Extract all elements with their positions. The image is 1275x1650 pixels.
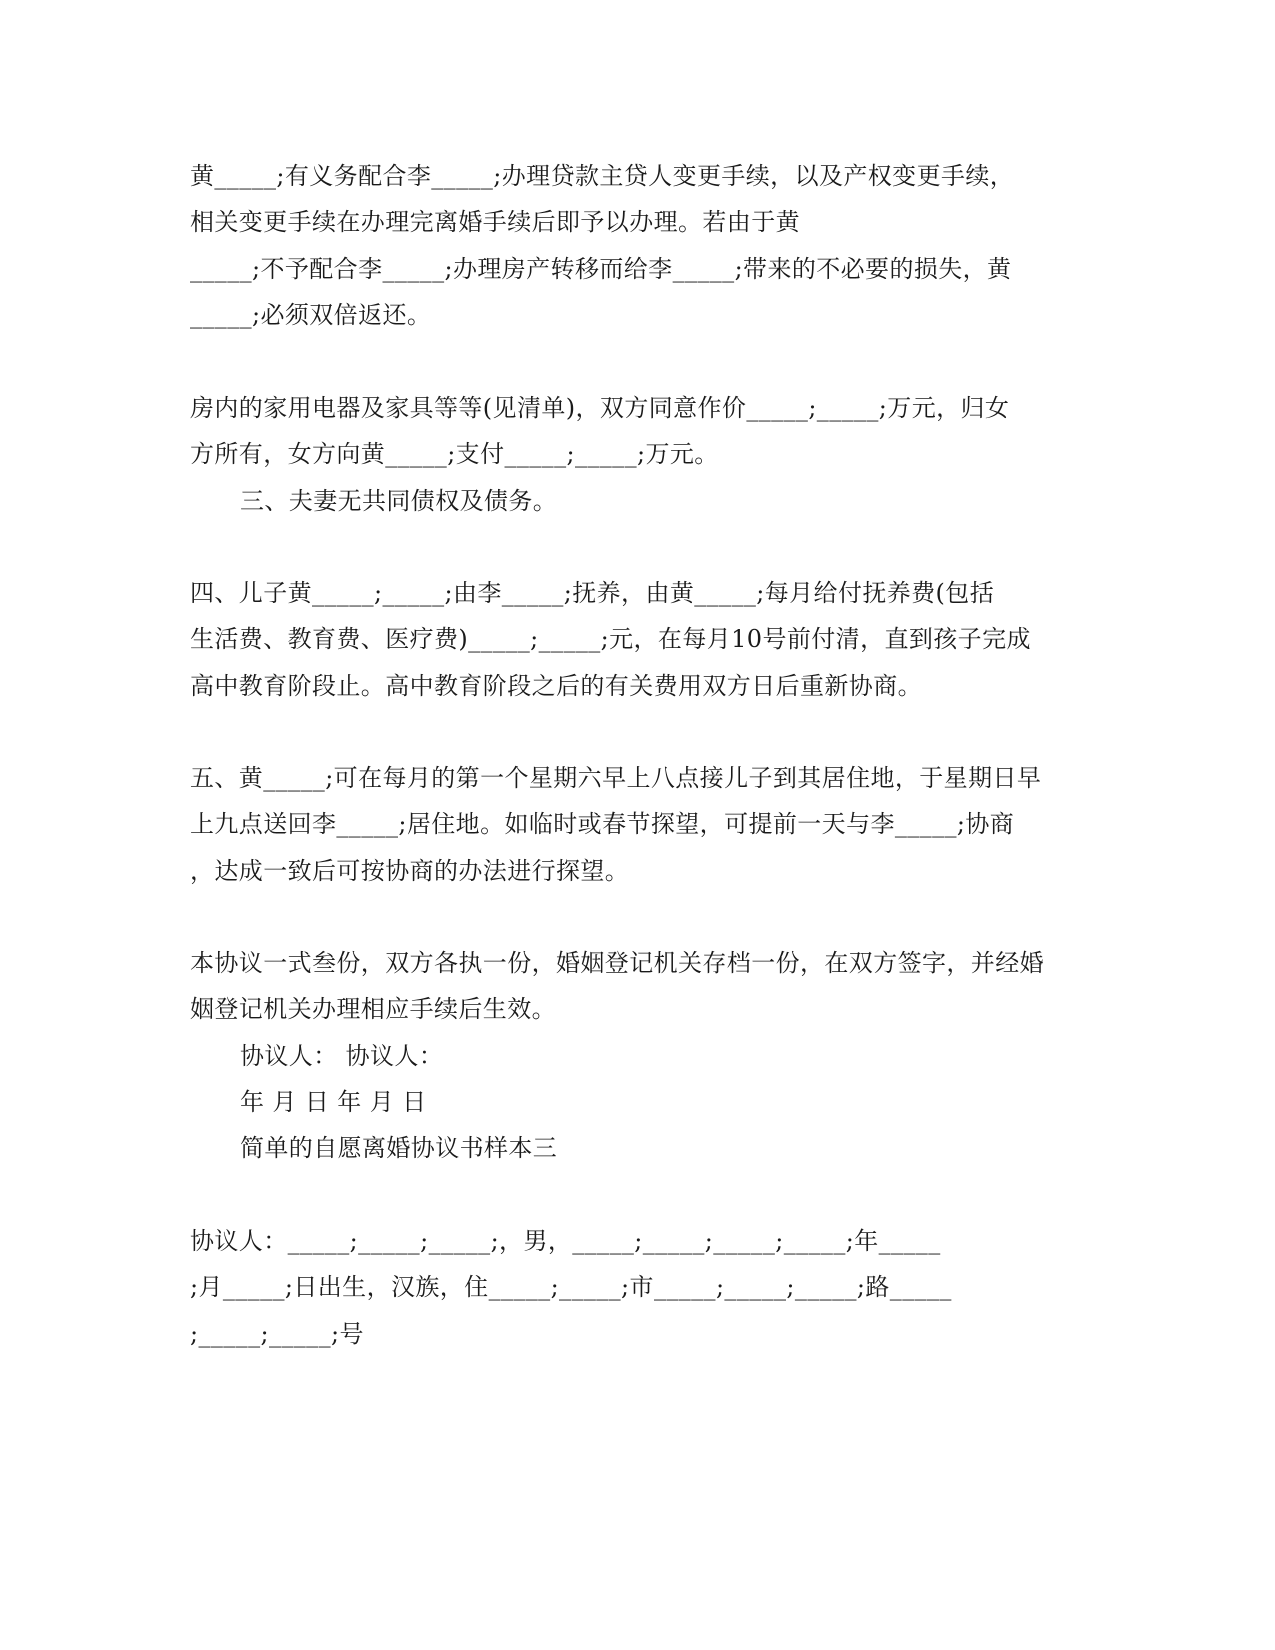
signature-label-line: 协议人： 协议人： [240,1042,444,1070]
paragraph-line: 四、儿子黄_____;_____;由李_____;抚养，由黄_____;每月给付抚养费(包括 [190,579,995,607]
paragraph-line: 方所有，女方向黄_____;支付_____;_____;万元。 [190,440,719,468]
section-title: 简单的自愿离婚协议书样本三 [240,1134,558,1162]
paragraph-line: 生活费、教育费、医疗费)_____;_____;元，在每月10号前付清，直到孩子完成 [190,625,1031,653]
paragraph-line: 上九点送回李_____;居住地。如临时或春节探望，可提前一天与李_____;协商 [190,810,1015,838]
paragraph-line: ，达成一致后可按协商的办法进行探望。 [190,857,630,885]
paragraph-line: 协议人：_____;_____;_____;，男，_____;_____;_____;_____;年_____ [190,1227,941,1255]
paragraph-line: _____;不予配合李_____;办理房产转移而给李_____;带来的不必要的损失，黄 [190,255,1012,283]
paragraph-line: ;_____;_____;号 [190,1320,364,1348]
paragraph-line: 高中教育阶段止。高中教育阶段之后的有关费用双方日后重新协商。 [190,672,922,700]
paragraph-line: _____;必须双倍返还。 [190,301,432,329]
paragraph-line: 房内的家用电器及家具等等(见清单)，双方同意作价_____;_____;万元，归女 [190,394,1010,422]
paragraph-line: 姻登记机关办理相应手续后生效。 [190,995,556,1023]
paragraph-line: 相关变更手续在办理完离婚手续后即予以办理。若由于黄 [190,208,800,236]
paragraph-line: ;月_____;日出生，汉族，住_____;_____;市_____;_____;_____;路_____ [190,1273,952,1301]
paragraph-line: 黄_____;有义务配合李_____;办理贷款主贷人变更手续，以及产权变更手续， [190,162,1015,190]
paragraph-line: 五、黄_____;可在每月的第一个星期六早上八点接儿子到其居住地，于星期日早 [190,764,1042,792]
section-heading: 三、夫妻无共同债权及债务。 [240,487,558,515]
date-line: 年 月 日 年 月 日 [240,1088,427,1116]
paragraph-line: 本协议一式叁份，双方各执一份，婚姻登记机关存档一份，在双方签字，并经婚 [190,949,1044,977]
